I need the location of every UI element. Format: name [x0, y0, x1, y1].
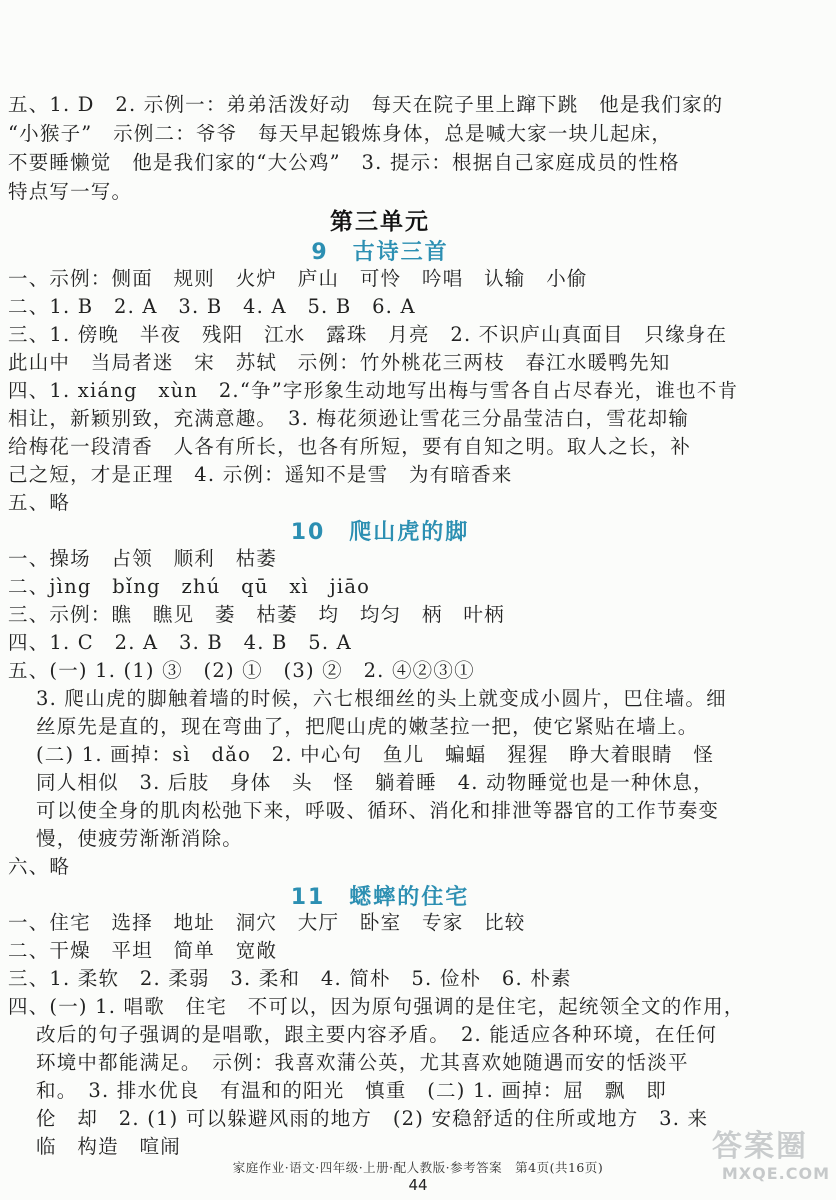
answer-line: 己之短，才是正理 4. 示例：遥知不是雪 为有暗香来 [8, 463, 513, 486]
answer-line: 可以使全身的肌肉松弛下来，呼吸、循环、消化和排泄等器官的工作节奏变 [36, 799, 720, 822]
answer-line: 3. 爬山虎的脚触着墙的时候，六七根细丝的头上就变成小圆片，巴住墙。细 [36, 687, 727, 710]
page-footer: 家庭作业·语文·四年级·上册·配人教版·参考答案 第4页(共16页) [232, 1160, 604, 1175]
answer-line: 给梅花一段清香 人各有所长，也各有所短，要有自知之明。取人之长，补 [8, 435, 692, 458]
answer-line: 五、(一) 1. (1) ③ (2) ① (3) ② 2. ④②③① [8, 659, 475, 682]
answer-line: 慢，使疲劳渐渐消除。 [36, 827, 244, 850]
watermark-text: 答案圈 [712, 1129, 808, 1164]
lesson-title-10: 10 爬山虎的脚 [290, 520, 470, 545]
answer-line: 不要睡懒觉 他是我们家的“大公鸡” 3. 提示：根据自己家庭成员的性格 [8, 151, 680, 174]
lesson-title-11: 11 蟋蟀的住宅 [290, 885, 470, 910]
watermark-logo [712, 1130, 830, 1192]
answer-line: 丝原先是直的，现在弯曲了，把爬山虎的嫩茎拉一把，使它紧贴在墙上。 [36, 715, 699, 738]
answer-line: 一、操场 占领 顺利 枯萎 [8, 547, 278, 570]
answer-line: 四、1. C 2. A 3. B 4. B 5. A [8, 631, 352, 654]
answer-line: 环境中都能满足。 示例：我喜欢蒲公英，尤其喜欢她随遇而安的恬淡平 [36, 1051, 689, 1074]
answer-line: 四、1. xiáng xùn 2.“争”字形象生动地写出梅与雪各自占尽春光，谁也不肯 [8, 379, 739, 402]
answer-line: 此山中 当局者迷 宋 苏轼 示例：竹外桃花三两枝 春江水暖鸭先知 [8, 351, 671, 374]
answer-line: 临 构造 喧闹 [36, 1135, 181, 1158]
answer-line: 二、干燥 平坦 简单 宽敞 [8, 939, 278, 962]
answer-line: 伦 却 2. (1) 可以躲避风雨的地方 (2) 安稳舒适的住所或地方 3. 来 [36, 1107, 709, 1130]
answer-line: 五、1. D 2. 示例一：弟弟活泼好动 每天在院子里上蹿下跳 他是我们家的 [8, 93, 724, 116]
answer-line: 同人相似 3. 后肢 身体 头 怪 躺着睡 4. 动物睡觉也是一种休息， [36, 771, 714, 794]
answer-line: 六、略 [8, 855, 71, 878]
answer-line: 和。 3. 排水优良 有温和的阳光 慎重 (二) 1. 画掉：屈 飘 即 [36, 1079, 667, 1102]
answer-line: (二) 1. 画掉：sì dǎo 2. 中心句 鱼儿 蝙蝠 猩猩 睁大着眼睛 怪 [36, 743, 715, 766]
answer-line: 改后的句子强调的是唱歌，跟主要内容矛盾。 2. 能适应各种环境，在任何 [36, 1023, 718, 1046]
watermark-url: MXQE.COM [721, 1164, 830, 1183]
answer-line: 特点写一写。 [8, 180, 133, 203]
answer-line: “小猴子” 示例二：爷爷 每天早起锻炼身体，总是喊大家一块儿起床， [8, 122, 673, 145]
answer-line: 三、1. 傍晚 半夜 残阳 江水 露珠 月亮 2. 不识庐山真面目 只缘身在 [8, 323, 728, 346]
unit-title: 第三单元 [330, 209, 430, 235]
answer-line: 相让，新颖别致，充满意趣。 3. 梅花须逊让雪花三分晶莹洁白，雪花却输 [8, 407, 690, 430]
answer-line: 四、(一) 1. 唱歌 住宅 不可以，因为原句强调的是住宅，起统领全文的作用， [8, 995, 745, 1018]
answer-line: 一、住宅 选择 地址 洞穴 大厅 卧室 专家 比较 [8, 911, 526, 934]
lesson-title-9: 9 古诗三首 [311, 240, 449, 265]
answer-line: 二、1. B 2. A 3. B 4. A 5. B 6. A [8, 295, 416, 318]
answer-line: 三、1. 柔软 2. 柔弱 3. 柔和 4. 简朴 5. 俭朴 6. 朴素 [8, 967, 572, 990]
answer-line: 五、略 [8, 491, 71, 514]
answer-line: 一、示例：侧面 规则 火炉 庐山 可怜 吟唱 认输 小偷 [8, 267, 588, 290]
page-number: 44 [408, 1176, 428, 1194]
answer-line: 三、示例：瞧 瞧见 萎 枯萎 均 均匀 柄 叶柄 [8, 603, 505, 626]
answer-line: 二、jìng bǐng zhú qū xì jiāo [8, 575, 371, 598]
